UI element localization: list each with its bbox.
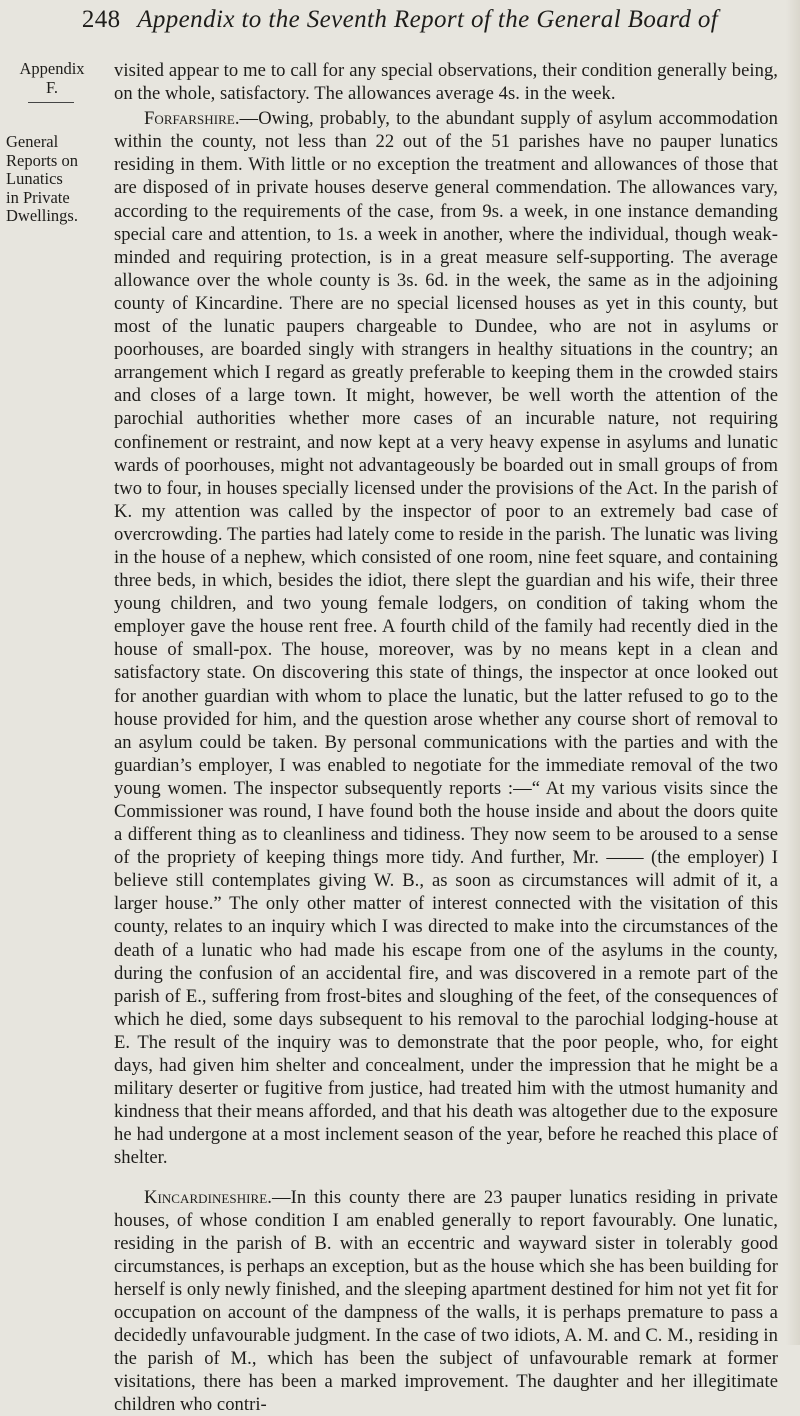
- running-header: [0, 6, 800, 34]
- forfarshire-heading: Forfarshire.: [144, 108, 240, 129]
- kincardineshire-heading: Kincardineshire.: [144, 1187, 272, 1208]
- section-label-line: Lunatics: [6, 170, 98, 189]
- running-title: Appendix to the Seventh Report of the General Board of: [137, 6, 718, 33]
- forfarshire-paragraph: [114, 107, 778, 1169]
- page-edge-shadow: [786, 0, 800, 1345]
- margin-appendix-label: [6, 60, 98, 97]
- margin-divider: [28, 102, 74, 103]
- section-label-line: General: [6, 133, 98, 152]
- forfarshire-text: —Owing, probably, to the abundant supply of asylum accommodation within the county, not less than 22 out of the 51 parishes have no pauper lunatics residing in them. With little or no exception the treatment and allowances of those that are disposed of in private houses deserve general commendation. The allowances vary, according to the requirements of the case, from 9s. a week, in one instance demanding special care and attention, to 1s. a week in another, where the individual, though weak-minded and requiring protection, is in a great measure self-supporting. The average allowance over the whole county is 3s. 6d. in the week, the same as in the adjoining county of Kincardine. There are no special licensed houses as yet in this county, but most of the lunatic paupers chargeable to Dundee, who are not in asylums or poorhouses, are boarded singly with strangers in healthy situations in the country; an arrangement which I regard as greatly preferable to keeping them in the crowded stairs and closes of a large town. It might, however, be well worth the attention of the parochial authorities whether more cases of an incurable nature, not requiring confinement or restraint, and now kept at a very heavy expense in asylums and lunatic wards of poorhouses, might not advantageously be boarded out in small groups of from two to four, in houses specially licensed under the provisions of the Act. In the parish of K. my attention was called by the inspector of poor to an extremely bad case of overcrowding. The parties had lately come to reside in the parish. The lunatic was living in the house of a nephew, which consisted of one room, nine feet square, and containing three beds, in which, besides the idiot, there slept the guardian and his wife, their three young children, and two young female lodgers, on condition of taking whom the employer gave the house rent free. A fourth child of the family had recently died in the house of small-pox. The house, moreover, was by no means kept in a clean and satisfactory state. On discovering this state of things, the inspector at once looked out for another guardian with whom to place the lunatic, but the latter refused to go to the house provided for him, and the question arose whether any course short of removal to an asylum could be taken. By personal communications with the parties and with the guardian’s employer, I was enabled to negotiate for the immediate removal of the two young women. The inspector subsequently reports :—“ At my various visits since the Commissioner was round, I have found both the house inside and about the doors quite a different thing as to cleanliness and tidiness. They now seem to be aroused to a sense of the propriety of keeping things more tidy. And further, Mr. —— (the employer) I believe still contemplates giving W. B., as soon as circumstances will admit of it, a larger house.” The only other matter of interest connected with the visitation of this county, relates to an inquiry which I was directed to make into the circumstances of the death of a lunatic who had made his escape from one of the asylums in the county, during the confusion of an accidental fire, and was discovered in a remote part of the parish of E., suffering from frost-bites and sloughing of the feet, of the consequences of which he died, some days subsequent to his removal to the parochial lodging-house at E. The result of the inquiry was to demonstrate that the poor people, who, for eight days, had given him shelter and concealment, under the impression that he might be a military deserter or fugitive from justice, had treated him with the utmost humanity and kindness that their means afforded, and that his death was altogether due to the exposure he had undergone at a most inclement season of the year, before he reached this place of shelter.: [114, 108, 778, 1168]
- appendix-letter: F.: [6, 79, 98, 98]
- section-label-line: Dwellings.: [6, 207, 98, 226]
- page-number: 248: [82, 6, 121, 33]
- intro-paragraph: visited appear to me to call for any special observations, their condition generally being, on the whole, satisfactory. The allowances average 4s. in the week.: [114, 59, 778, 105]
- margin-section-label: [6, 133, 98, 226]
- section-label-line: in Private: [6, 189, 98, 208]
- kincardineshire-paragraph: [114, 1186, 778, 1416]
- body-text: [114, 59, 778, 1416]
- section-label-line: Reports on: [6, 152, 98, 171]
- appendix-label-line: Appendix: [6, 60, 98, 79]
- kincardineshire-text: —In this county there are 23 pauper lunatics residing in private houses, of whose condition I am enabled generally to report favourably. One lunatic, residing in the parish of B. with an eccentric and wayward sister in tolerably good circumstances, is perhaps an exception, but as the house which she has been building for herself is only newly finished, and the sleeping apartment destined for him not yet fit for occupation on account of the dampness of the walls, it is perhaps premature to pass a decidedly unfavourable judgment. In the case of two idiots, A. M. and C. M., residing in the parish of M., which has been the subject of unfavourable remark at former visitations, there has been a marked improvement. The daughter and her illegitimate children who contri-: [114, 1187, 778, 1416]
